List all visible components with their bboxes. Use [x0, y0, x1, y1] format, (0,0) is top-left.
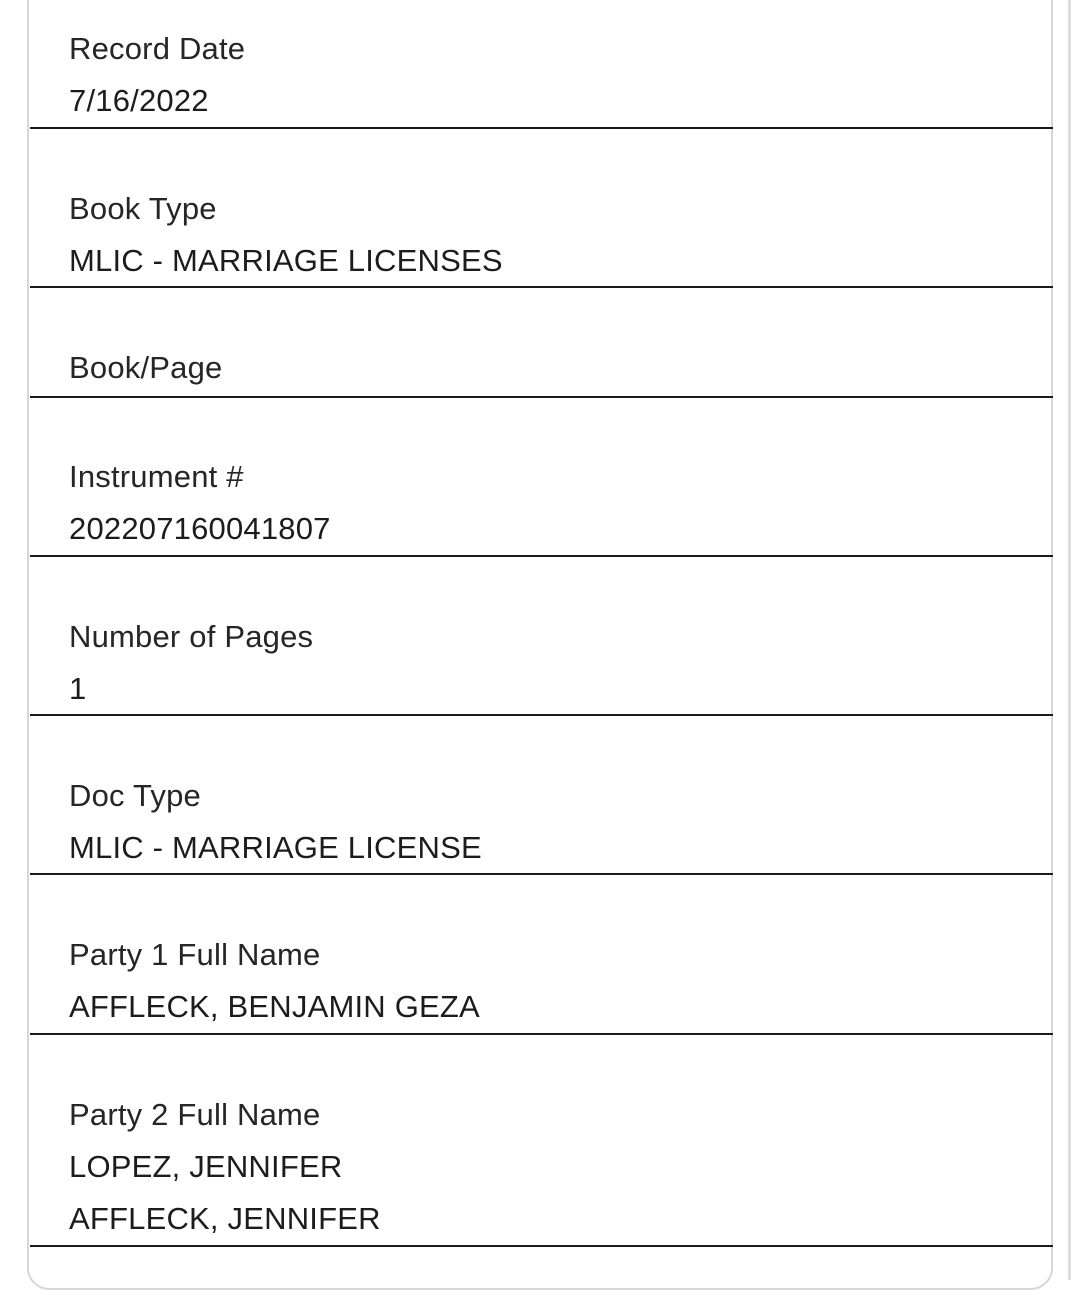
book-page-label: Book/Page [69, 350, 223, 385]
party-1-full-name-label: Party 1 Full Name [69, 937, 321, 972]
number-of-pages-value: 1 [69, 671, 87, 706]
field-party-1-full-name [30, 875, 1053, 1035]
field-book-page [30, 288, 1053, 398]
party-2-full-name-value-2: AFFLECK, JENNIFER [69, 1201, 381, 1236]
record-date-value: 7/16/2022 [69, 83, 209, 118]
field-book-type [30, 129, 1053, 288]
field-party-2-full-name [30, 1035, 1053, 1247]
scrollbar[interactable] [1068, 0, 1071, 1280]
field-record-date [30, 0, 1053, 129]
instrument-number-value: 202207160041807 [69, 511, 331, 546]
field-doc-type [30, 716, 1053, 875]
party-1-full-name-value: AFFLECK, BENJAMIN GEZA [69, 989, 480, 1024]
instrument-number-label: Instrument # [69, 459, 244, 494]
field-instrument-number [30, 398, 1053, 557]
book-type-value: MLIC - MARRIAGE LICENSES [69, 243, 503, 278]
doc-type-value: MLIC - MARRIAGE LICENSE [69, 830, 482, 865]
record-date-label: Record Date [69, 31, 246, 66]
book-type-label: Book Type [69, 191, 217, 226]
field-number-of-pages [30, 557, 1053, 716]
party-2-full-name-value-1: LOPEZ, JENNIFER [69, 1149, 343, 1184]
number-of-pages-label: Number of Pages [69, 619, 314, 654]
party-2-full-name-label: Party 2 Full Name [69, 1097, 321, 1132]
doc-type-label: Doc Type [69, 778, 201, 813]
